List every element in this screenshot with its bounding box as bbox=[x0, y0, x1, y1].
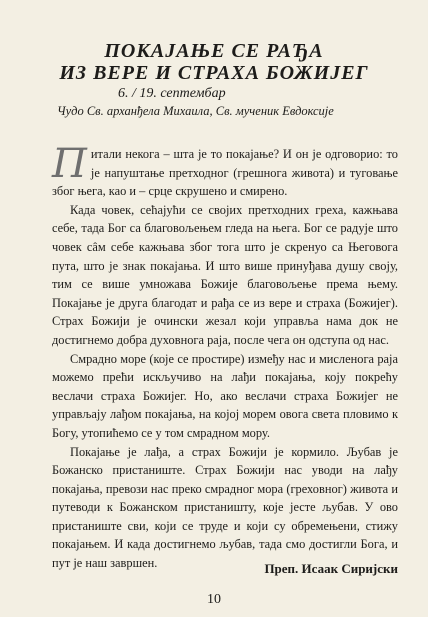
title-line-1: ПОКАЈАЊЕ СЕ РАЂА bbox=[104, 40, 324, 62]
author-signature: Преп. Исаак Сиријски bbox=[264, 561, 398, 576]
date-line: 6. / 19. септембар bbox=[118, 86, 226, 101]
paragraph-3: Смрадно море (које се простире) између нас и мисленога раја можемо прећи искључиво на лађи покајања, коју покрећу веслачи страха Божијег. Но, ако веслачи страха Божијег не управљају лађом покајања, на којој морем овога света пловимо к Богу, утопићемо се у том смрадном мору. bbox=[52, 351, 398, 440]
title-line-2: ИЗ ВЕРЕ И СТРАХА БОЖИЈЕГ bbox=[59, 62, 369, 84]
body-text bbox=[52, 141, 398, 573]
paragraph-2: Када човек, сећајући се својих претходних греха, кажњава себе, тада Бог са благовољењем гледа на њега. Бог се радује што човек сâм себе кажњава због тога што је скренуо са Његовога пута, што је знак покајања. И што више принуђава душу своју, тим се више умножава Божије благовољење према њему. Покајање је друга благодат и рађа се из вере и страха (Божијег). Страх Божији је очински жезал који управља нама док не достигнемо добра духовнога раја, после чега он одступа од нас. bbox=[52, 202, 398, 347]
paragraph-4: Покајање је лађа, а страх Божији је кормило. Љубав је Божанско пристаниште. Страх Божији нас уводи на лађу покајања, превози нас преко смрадног мора (греховног) живота и путеводи к Божанском пристаништу, које јесте љубав. У ово пристаниште сви, који се труде и који су обремењени, стижу покајањем. И када достигнемо љубав, тада смо достигли Бога, и пут је наш завршен. bbox=[52, 444, 398, 571]
paragraph-1 bbox=[52, 141, 398, 201]
saints-line: Чудо Св. арханђела Михаила, Св. мученик Евдоксије bbox=[57, 104, 334, 118]
paragraph-1-text: итали некога – шта је то покајање? И он је одговорио: то је напуштање претходног (грешнога живота) и туговање због њега, као и – срце скрушено и смирено. bbox=[52, 147, 398, 199]
page-number: 10 bbox=[207, 592, 221, 607]
drop-cap: П bbox=[52, 141, 87, 187]
